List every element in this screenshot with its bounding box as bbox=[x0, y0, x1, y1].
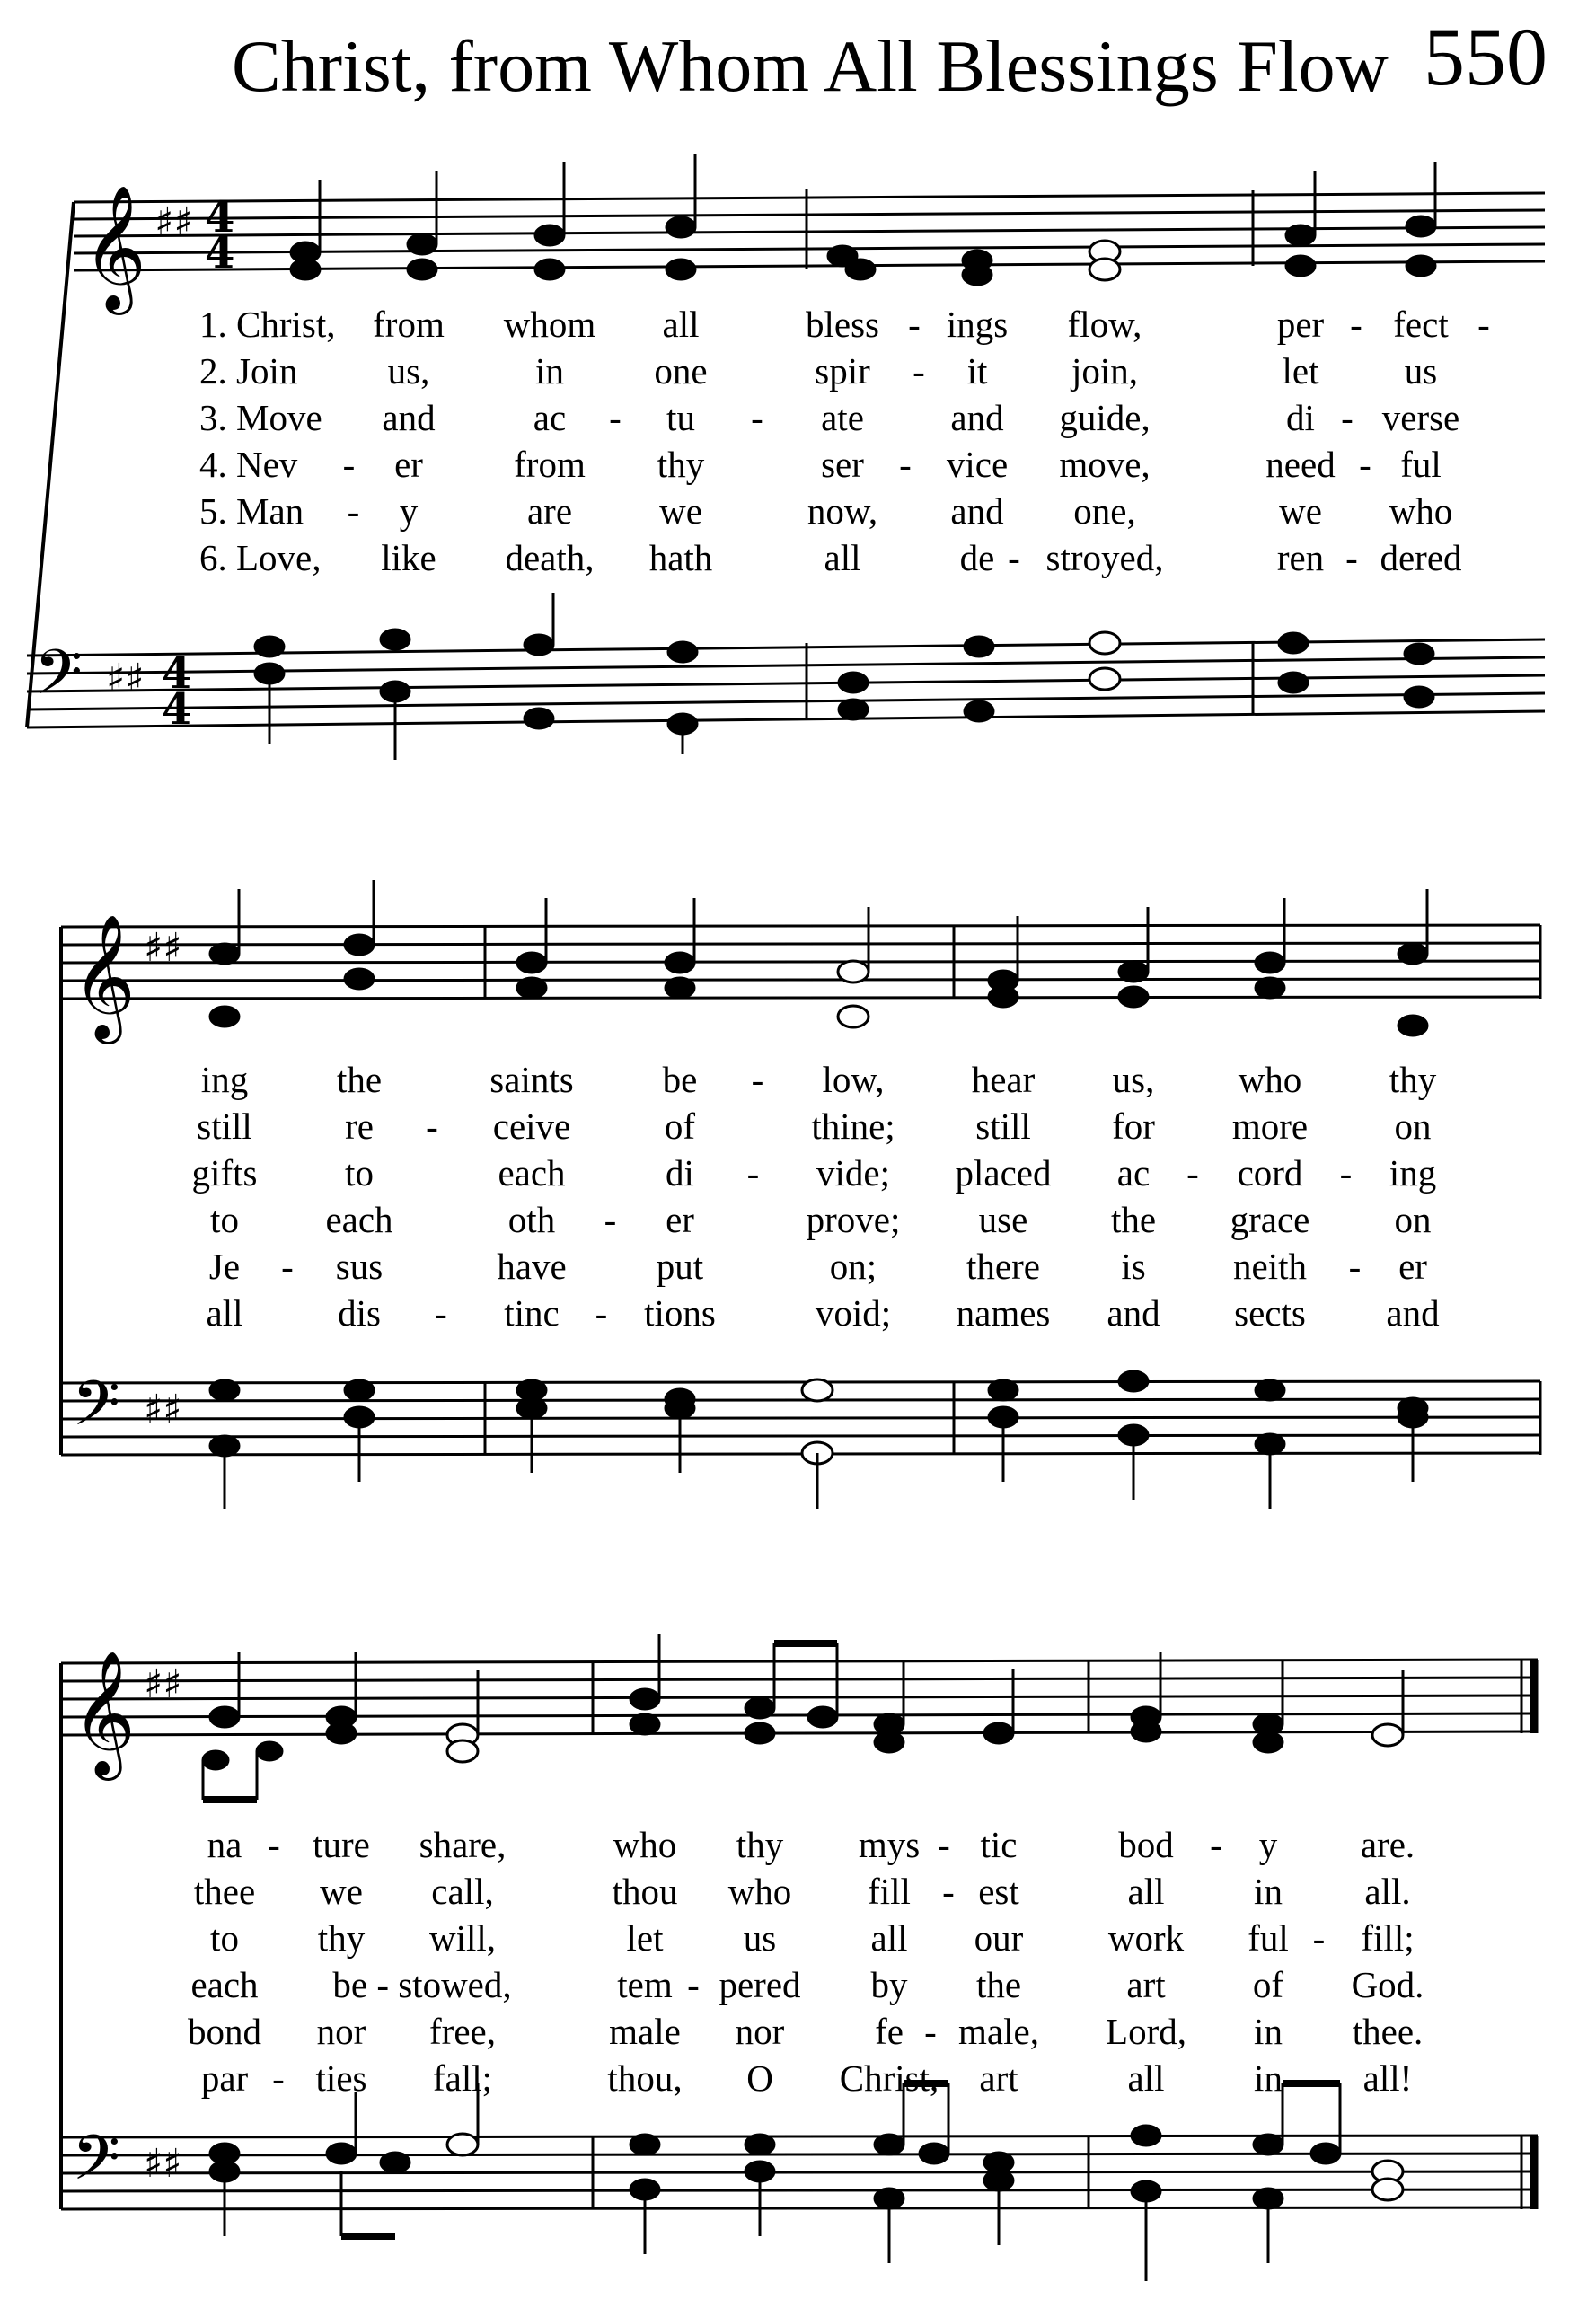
bass-clef: 𝄢 bbox=[72, 1367, 121, 1455]
lyric-syllable: sus bbox=[335, 1246, 384, 1287]
lyric-syllable: stroyed, bbox=[1045, 537, 1164, 578]
lyric-syllable: thou, bbox=[607, 2057, 683, 2099]
lyric-syllable: and bbox=[950, 397, 1004, 438]
lyric-syllable: fect bbox=[1393, 304, 1449, 345]
lyric-syllable: 2. Join bbox=[199, 350, 298, 392]
hymn-number: 550 bbox=[1424, 11, 1548, 102]
lyric-syllable: 5. Man bbox=[199, 490, 304, 532]
lyric-syllable: ture bbox=[313, 1824, 370, 1865]
lyric-hyphen: - bbox=[1477, 304, 1490, 345]
lyric-hyphen: - bbox=[942, 1871, 955, 1912]
lyric-syllable: dered bbox=[1380, 537, 1462, 578]
lyric-syllable: let bbox=[1282, 350, 1319, 392]
lyric-hyphen: - bbox=[1339, 1152, 1353, 1194]
lyric-syllable: di bbox=[666, 1152, 694, 1194]
lyric-syllable: to bbox=[345, 1152, 374, 1194]
lyric-syllable: thou bbox=[612, 1871, 678, 1912]
lyric-syllable: Christ, bbox=[839, 2057, 939, 2099]
lyric-syllable: one bbox=[654, 350, 708, 392]
lyric-syllable: the bbox=[975, 1964, 1022, 2005]
lyric-hyphen: - bbox=[1348, 1246, 1362, 1287]
lyric-syllable: by bbox=[870, 1964, 908, 2005]
lyric-syllable: move, bbox=[1059, 444, 1151, 485]
notes-bass bbox=[210, 1371, 1427, 1509]
lyric-syllable: be - stowed, bbox=[332, 1964, 512, 2005]
lyric-syllable: nor bbox=[316, 2011, 366, 2052]
lyric-syllable: more bbox=[1231, 1105, 1309, 1147]
lyric-hyphen: - bbox=[595, 1292, 608, 1334]
lyric-syllable: have bbox=[497, 1246, 567, 1287]
time-signature-treble: 4 bbox=[205, 192, 235, 242]
lyric-syllable: in bbox=[1254, 2057, 1283, 2099]
verse-line bbox=[0, 1196, 1596, 1243]
lyric-syllable: ser bbox=[821, 444, 864, 485]
lyric-hyphen: - bbox=[435, 1292, 447, 1334]
lyric-syllable: call, bbox=[431, 1871, 494, 1912]
lyric-syllable: thy bbox=[657, 444, 705, 485]
verse-line bbox=[0, 301, 1596, 348]
verse-line bbox=[0, 1821, 1596, 1868]
lyric-hyphen: - bbox=[687, 1964, 700, 2005]
lyric-syllable: us, bbox=[387, 350, 430, 392]
lyric-syllable: all! bbox=[1362, 2057, 1413, 2099]
lyric-syllable: per bbox=[1276, 304, 1325, 345]
bass-staff bbox=[61, 1381, 1540, 1455]
lyric-syllable: oth bbox=[507, 1199, 556, 1240]
lyric-hyphen: - bbox=[604, 1199, 617, 1240]
lyric-syllable: is bbox=[1121, 1246, 1146, 1287]
lyric-syllable: grace bbox=[1230, 1199, 1310, 1240]
lyric-syllable: Lord, bbox=[1106, 2011, 1186, 2052]
lyric-syllable: tic bbox=[980, 1824, 1018, 1865]
bass-staff bbox=[27, 639, 1545, 727]
notes-treble bbox=[210, 880, 1427, 1035]
lyric-syllable: thee. bbox=[1352, 2011, 1424, 2052]
lyric-syllable: fill bbox=[868, 1871, 911, 1912]
lyric-hyphen: - bbox=[609, 397, 622, 438]
key-signature-bass: ♯♯ bbox=[144, 2141, 182, 2187]
lyric-syllable: from bbox=[514, 444, 586, 485]
lyric-syllable: cord bbox=[1237, 1152, 1303, 1194]
notes-treble bbox=[291, 154, 1435, 285]
lyric-syllable: prove; bbox=[806, 1199, 901, 1240]
lyric-syllable: pered bbox=[719, 1964, 801, 2005]
lyric-syllable: ceive bbox=[492, 1105, 571, 1147]
lyric-syllable: vice bbox=[946, 444, 1009, 485]
lyric-hyphen: - bbox=[913, 350, 925, 392]
verse-line bbox=[0, 2055, 1596, 2101]
lyric-syllable: nor bbox=[735, 2011, 785, 2052]
lyric-syllable: God. bbox=[1351, 1964, 1424, 2005]
verse-line bbox=[0, 1243, 1596, 1290]
lyric-syllable: of bbox=[664, 1105, 696, 1147]
lyric-syllable: male, bbox=[958, 2011, 1039, 2052]
lyric-syllable: to bbox=[210, 1199, 239, 1240]
verse-line bbox=[0, 534, 1596, 581]
hymn-title: Christ, from Whom All Blessings Flow bbox=[232, 25, 1389, 107]
lyric-syllable: fill; bbox=[1361, 1917, 1415, 1959]
lyric-hyphen: - bbox=[347, 490, 360, 532]
lyric-syllable: Je bbox=[208, 1246, 241, 1287]
lyric-syllable: on; bbox=[829, 1246, 877, 1287]
lyric-syllable: us bbox=[1404, 350, 1438, 392]
lyric-syllable: we bbox=[659, 490, 702, 532]
lyric-syllable: and bbox=[382, 397, 436, 438]
treble-clef: 𝄞 bbox=[83, 185, 146, 310]
lyric-hyphen: - bbox=[1312, 1917, 1326, 1959]
music-system-3 bbox=[0, 1616, 1596, 2299]
lyric-syllable: share, bbox=[419, 1824, 507, 1865]
lyric-syllable: will, bbox=[428, 1917, 497, 1959]
lyric-syllable: est bbox=[978, 1871, 1019, 1912]
lyric-syllable: each bbox=[498, 1152, 566, 1194]
lyric-syllable: ren bbox=[1276, 537, 1325, 578]
lyric-syllable: er bbox=[1398, 1246, 1427, 1287]
lyric-syllable: us, bbox=[1112, 1059, 1155, 1100]
lyric-syllable: are bbox=[526, 490, 573, 532]
lyric-syllable: y bbox=[399, 490, 419, 532]
lyric-hyphen: - bbox=[938, 1824, 950, 1865]
lyric-syllable: thee bbox=[193, 1871, 256, 1912]
verse-line bbox=[0, 1056, 1596, 1103]
lyric-syllable: art bbox=[1126, 1964, 1166, 2005]
lyric-syllable: saints bbox=[489, 1059, 574, 1100]
lyric-syllable: our bbox=[974, 1917, 1024, 1959]
verse-line bbox=[0, 1150, 1596, 1196]
lyric-syllable: all bbox=[870, 1917, 908, 1959]
lyric-syllable: sects bbox=[1234, 1292, 1306, 1334]
lyric-syllable: the bbox=[1110, 1199, 1157, 1240]
bass-clef: 𝄢 bbox=[72, 2121, 121, 2209]
lyric-syllable: spir bbox=[815, 350, 870, 392]
lyric-syllable: ing bbox=[1389, 1152, 1437, 1194]
lyric-syllable: ties bbox=[315, 2057, 367, 2099]
lyric-syllable: like bbox=[381, 537, 436, 578]
lyric-syllable: neith bbox=[1233, 1246, 1307, 1287]
lyric-syllable: ings bbox=[946, 304, 1009, 345]
lyric-hyphen: - bbox=[1210, 1824, 1222, 1865]
key-signature-treble: ♯♯ bbox=[144, 925, 182, 971]
lyric-syllable: and bbox=[1386, 1292, 1440, 1334]
lyric-syllable: dis bbox=[338, 1292, 381, 1334]
lyric-syllable: need bbox=[1265, 444, 1336, 485]
lyric-syllable: all. bbox=[1364, 1871, 1411, 1912]
lyric-syllable: use bbox=[978, 1199, 1028, 1240]
lyric-hyphen: - bbox=[1359, 444, 1371, 485]
lyric-syllable: thy bbox=[317, 1917, 366, 1959]
lyric-syllable: and bbox=[1107, 1292, 1160, 1334]
verse-line bbox=[0, 1868, 1596, 1915]
lyric-hyphen: - bbox=[1186, 1152, 1199, 1194]
lyric-syllable: 1. Christ, bbox=[199, 304, 336, 345]
lyric-syllable: all bbox=[824, 537, 861, 578]
verse-line bbox=[0, 1290, 1596, 1336]
lyric-hyphen: - bbox=[1008, 537, 1020, 578]
lyric-syllable: each bbox=[325, 1199, 393, 1240]
lyric-syllable: na bbox=[207, 1824, 242, 1865]
lyric-syllable: ing bbox=[200, 1059, 249, 1100]
lyric-syllable: tions bbox=[644, 1292, 716, 1334]
lyric-hyphen: - bbox=[1350, 304, 1362, 345]
lyric-syllable: low, bbox=[822, 1059, 885, 1100]
lyric-syllable: par bbox=[200, 2057, 249, 2099]
lyric-syllable: mys bbox=[858, 1824, 921, 1865]
key-signature-bass: ♯♯ bbox=[106, 656, 145, 701]
lyric-syllable: bond bbox=[188, 2011, 261, 2052]
verse-line bbox=[0, 1915, 1596, 1961]
lyric-syllable: and bbox=[950, 490, 1004, 532]
lyric-syllable: we bbox=[320, 1871, 363, 1912]
lyric-syllable: one, bbox=[1073, 490, 1136, 532]
lyric-syllable: put bbox=[656, 1246, 704, 1287]
lyric-syllable: we bbox=[1279, 490, 1322, 532]
lyric-syllable: y bbox=[1258, 1824, 1278, 1865]
lyric-syllable: the bbox=[336, 1059, 383, 1100]
lyric-syllable: in bbox=[535, 350, 564, 392]
lyric-syllable: 6. Love, bbox=[199, 537, 322, 578]
lyric-syllable: ac bbox=[1116, 1152, 1151, 1194]
lyric-syllable: 3. Move bbox=[199, 397, 322, 438]
lyric-hyphen: - bbox=[751, 397, 763, 438]
lyric-syllable: who bbox=[613, 1824, 677, 1865]
notes-bass bbox=[210, 2083, 1403, 2281]
verse-line bbox=[0, 394, 1596, 441]
lyric-syllable: hath bbox=[648, 537, 713, 578]
lyric-syllable: male bbox=[609, 2011, 681, 2052]
lyric-syllable: on bbox=[1394, 1199, 1432, 1240]
lyric-syllable: for bbox=[1112, 1105, 1155, 1147]
lyric-hyphen: - bbox=[899, 444, 912, 485]
lyric-syllable: us bbox=[743, 1917, 777, 1959]
lyric-hyphen: - bbox=[281, 1246, 294, 1287]
lyric-syllable: placed bbox=[955, 1152, 1052, 1194]
lyric-syllable: ac bbox=[533, 397, 567, 438]
lyric-syllable: er bbox=[666, 1199, 694, 1240]
verse-line bbox=[0, 1103, 1596, 1150]
time-signature-bass: 4 bbox=[162, 648, 192, 699]
lyric-syllable: now, bbox=[807, 490, 878, 532]
lyric-syllable: of bbox=[1252, 1964, 1284, 2005]
lyric-syllable: er bbox=[394, 444, 423, 485]
lyric-syllable: who bbox=[1238, 1059, 1302, 1100]
lyric-syllable: tem bbox=[617, 1964, 673, 2005]
lyric-syllable: still bbox=[197, 1105, 252, 1147]
key-signature-treble: ♯♯ bbox=[144, 1661, 182, 1707]
verse-line bbox=[0, 488, 1596, 534]
lyric-syllable: ful bbox=[1400, 444, 1442, 485]
lyric-syllable: each bbox=[190, 1964, 259, 2005]
lyric-syllable: there bbox=[966, 1246, 1040, 1287]
lyric-hyphen: - bbox=[1345, 537, 1358, 578]
lyric-syllable: fe bbox=[875, 2011, 904, 2052]
music-system-2 bbox=[0, 880, 1596, 1554]
lyric-syllable: re bbox=[345, 1105, 374, 1147]
lyric-syllable: hear bbox=[971, 1059, 1036, 1100]
lyric-syllable: whom bbox=[503, 304, 596, 345]
lyric-hyphen: - bbox=[1341, 397, 1354, 438]
key-signature-treble: ♯♯ bbox=[154, 199, 193, 245]
treble-staff bbox=[61, 925, 1540, 999]
lyric-hyphen: - bbox=[751, 1059, 764, 1100]
bass-clef: 𝄢 bbox=[34, 636, 84, 724]
time-signature-treble: 4 bbox=[205, 228, 235, 278]
lyric-syllable: on bbox=[1394, 1105, 1432, 1147]
verse-line bbox=[0, 348, 1596, 394]
lyric-hyphen: - bbox=[268, 1824, 280, 1865]
lyric-syllable: art bbox=[979, 2057, 1018, 2099]
lyric-syllable: de bbox=[959, 537, 995, 578]
lyric-syllable: fall; bbox=[432, 2057, 493, 2099]
lyric-syllable: who bbox=[727, 1871, 792, 1912]
lyric-syllable: in bbox=[1254, 2011, 1283, 2052]
treble-staff bbox=[61, 1660, 1538, 1735]
lyric-syllable: bod bbox=[1118, 1824, 1174, 1865]
lyric-syllable: vide; bbox=[816, 1152, 890, 1194]
lyric-syllable: bless bbox=[806, 304, 879, 345]
lyric-syllable: are. bbox=[1360, 1824, 1415, 1865]
lyric-syllable: 4. Nev bbox=[199, 444, 298, 485]
lyric-syllable: thy bbox=[1389, 1059, 1437, 1100]
lyric-syllable: thy bbox=[736, 1824, 784, 1865]
lyric-syllable: void; bbox=[815, 1292, 892, 1334]
lyric-hyphen: - bbox=[908, 304, 921, 345]
lyric-syllable: all bbox=[206, 1292, 243, 1334]
lyric-hyphen: - bbox=[924, 2011, 937, 2052]
treble-clef: 𝄞 bbox=[72, 1651, 136, 1775]
treble-clef: 𝄞 bbox=[72, 914, 136, 1039]
lyric-syllable: verse bbox=[1381, 397, 1460, 438]
lyric-syllable: names bbox=[956, 1292, 1051, 1334]
lyric-syllable: tu bbox=[666, 397, 695, 438]
key-signature-bass: ♯♯ bbox=[144, 1387, 182, 1432]
verse-line bbox=[0, 2008, 1596, 2055]
lyric-syllable: in bbox=[1254, 1871, 1283, 1912]
lyric-syllable: be bbox=[662, 1059, 698, 1100]
lyric-syllable: all bbox=[662, 304, 700, 345]
lyric-syllable: free, bbox=[429, 2011, 496, 2052]
lyric-syllable: who bbox=[1389, 490, 1453, 532]
lyric-syllable: all bbox=[1127, 1871, 1165, 1912]
lyric-syllable: gifts bbox=[191, 1152, 258, 1194]
lyric-syllable: flow, bbox=[1067, 304, 1142, 345]
lyric-hyphen: - bbox=[342, 444, 356, 485]
lyric-hyphen: - bbox=[272, 2057, 285, 2099]
lyric-syllable: let bbox=[626, 1917, 664, 1959]
time-signature-bass: 4 bbox=[162, 684, 192, 735]
lyric-syllable: ful bbox=[1248, 1917, 1289, 1959]
lyric-syllable: thine; bbox=[811, 1105, 895, 1147]
notes-bass bbox=[255, 593, 1433, 760]
lyric-syllable: guide, bbox=[1059, 397, 1151, 438]
lyric-hyphen: - bbox=[746, 1152, 760, 1194]
lyric-syllable: still bbox=[975, 1105, 1031, 1147]
lyric-syllable: ate bbox=[821, 397, 864, 438]
lyric-syllable: all bbox=[1127, 2057, 1165, 2099]
lyric-syllable: di bbox=[1286, 397, 1315, 438]
lyric-syllable: from bbox=[373, 304, 445, 345]
lyric-hyphen: - bbox=[426, 1105, 438, 1147]
music-system-1 bbox=[0, 0, 1596, 763]
lyric-syllable: O bbox=[746, 2057, 773, 2099]
lyric-syllable: it bbox=[966, 350, 988, 392]
lyric-syllable: work bbox=[1107, 1917, 1185, 1959]
lyric-syllable: death, bbox=[505, 537, 595, 578]
verse-line bbox=[0, 441, 1596, 488]
lyric-syllable: join, bbox=[1071, 350, 1139, 392]
lyric-syllable: tinc bbox=[504, 1292, 560, 1334]
verse-line bbox=[0, 1961, 1596, 2008]
lyric-syllable: to bbox=[210, 1917, 239, 1959]
